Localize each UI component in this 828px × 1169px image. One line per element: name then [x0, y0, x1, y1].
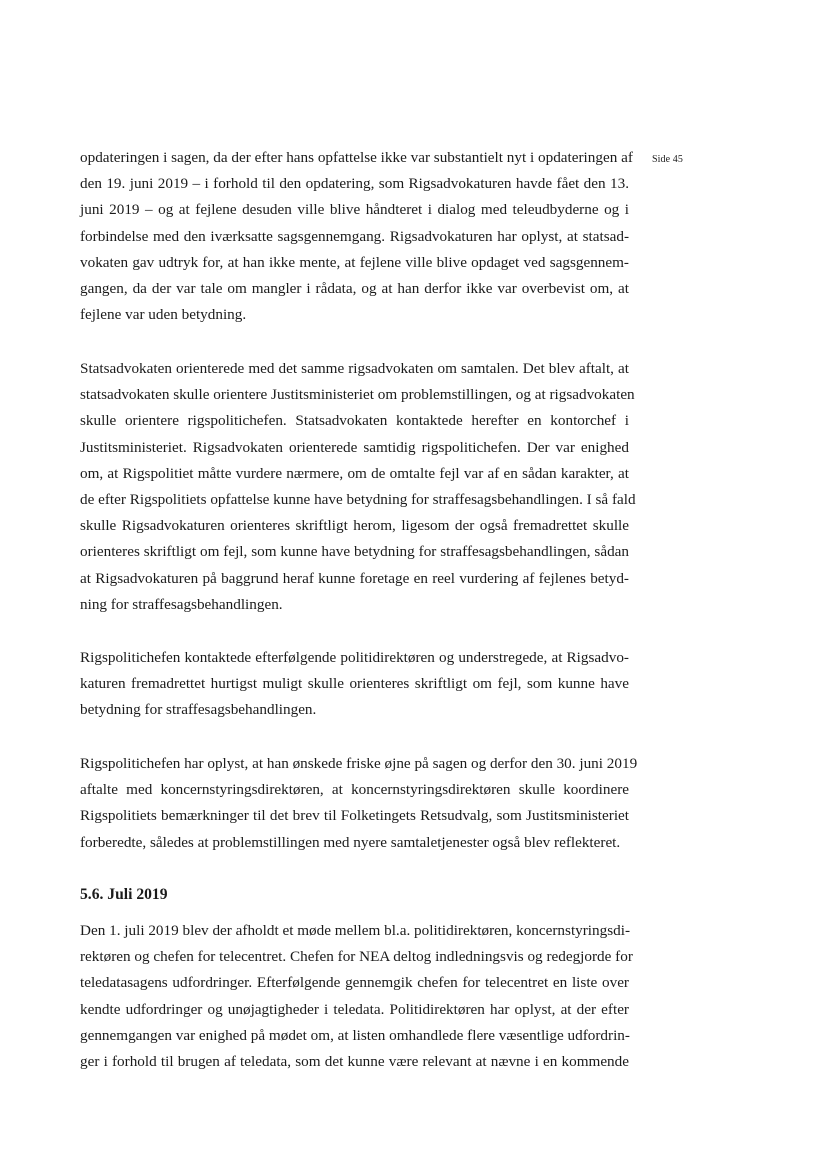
paragraph-line: statsadvokaten skulle orientere Justitsministeriet om problemstillingen, og at rigsadvokaten: [80, 386, 635, 404]
paragraph-line: ning for straffesagsbehandlingen.: [80, 595, 283, 613]
paragraph-line: at Rigsadvokaturen på baggrund heraf kunne foretage en reel vurdering af fejlenes betyd-: [80, 569, 629, 587]
section-heading-block: [80, 882, 629, 908]
section-heading: 5.6. Juli 2019: [80, 886, 168, 903]
page-number: Side 45: [652, 154, 683, 165]
paragraph-line: juni 2019 – og at fejlene desuden ville blive håndteret i dialog med teleudbyderne og i: [80, 201, 629, 219]
paragraph-line: rektøren og chefen for telecentret. Chefen for NEA deltog indledningsvis og redegjorde for: [80, 948, 633, 966]
paragraph-line: Rigspolitiets bemærkninger til det brev til Folketingets Retsudvalg, som Justitsministeriet: [80, 807, 629, 825]
paragraph-line: orienteres skriftligt om fejl, som kunne have betydning for straffesagsbehandlingen, sådan: [80, 543, 629, 561]
paragraph-3: [80, 645, 629, 724]
paragraph-line: de efter Rigspolitiets opfattelse kunne have betydning for straffesagsbehandlingen. I så fald: [80, 490, 636, 508]
paragraph-line: fejlene var uden betydning.: [80, 306, 247, 324]
paragraph-line: Justitsministeriet. Rigsadvokaten orienterede samtidig rigspolitichefen. Der var enighed: [80, 438, 629, 456]
paragraph-line: Statsadvokaten orienterede med det samme rigsadvokaten om samtalen. Det blev aftalt, at: [80, 360, 629, 377]
paragraph-2: [80, 356, 636, 618]
paragraph-line: aftalte med koncernstyringsdirektøren, at koncernstyringsdirektøren skulle koordinere: [80, 781, 629, 799]
paragraph-line: forbindelse med den iværksatte sagsgennemgang. Rigsadvokaturen har oplyst, at statsad-: [80, 227, 629, 245]
paragraph-line: Rigspolitichefen kontaktede efterfølgende politidirektøren og understregede, at Rigsadvo-: [80, 649, 629, 666]
paragraph-line: vokaten gav udtryk for, at han ikke mente, at fejlene ville blive opdaget ved sagsgennem-: [80, 253, 629, 271]
paragraph-line: betydning for straffesagsbehandlingen.: [80, 701, 317, 719]
paragraph-line: Rigspolitichefen har oplyst, at han ønskede friske øjne på sagen og derfor den 30. juni 2019: [80, 755, 638, 772]
section-paragraph-1: [80, 918, 633, 1075]
paragraph-line: skulle orientere rigspolitichefen. Statsadvokaten kontaktede herefter en kontorchef i: [80, 412, 629, 430]
paragraph-1: [80, 145, 633, 328]
paragraph-line: gangen, da der var tale om mangler i rådata, og at han derfor ikke var overbevist om, at: [80, 279, 629, 297]
paragraph-line: skulle Rigsadvokaturen orienteres skriftligt herom, ligesom der også fremadrettet skulle: [80, 517, 629, 535]
paragraph-line: forberedte, således at problemstillingen med nyere samtaletjenester også blev reflekteret.: [80, 833, 621, 851]
paragraph-line: Den 1. juli 2019 blev der afholdt et møde mellem bl.a. politidirektøren, koncernstyringsdi-: [80, 922, 630, 939]
paragraph-line: ger i forhold til brugen af teledata, som det kunne være relevant at nævne i en kommende: [80, 1052, 629, 1070]
paragraph-line: opdateringen i sagen, da der efter hans opfattelse ikke var substantielt nyt i opdateringen af: [80, 149, 633, 166]
paragraph-line: gennemgangen var enighed på mødet om, at listen omhandlede flere væsentlige udfordrin-: [80, 1026, 630, 1044]
paragraph-line: den 19. juni 2019 – i forhold til den opdatering, som Rigsadvokaturen havde fået den 13.: [80, 175, 629, 193]
paragraph-4: [80, 751, 638, 856]
paragraph-line: om, at Rigspolitiet måtte vurdere nærmere, om de omtalte fejl var af en sådan karakter, at: [80, 464, 629, 482]
paragraph-line: teledatasagens udfordringer. Efterfølgende gennemgik chefen for telecentret en liste over: [80, 974, 629, 992]
paragraph-line: kendte udfordringer og unøjagtigheder i teledata. Politidirektøren har oplyst, at der efter: [80, 1000, 629, 1018]
paragraph-line: katuren fremadrettet hurtigst muligt skulle orienteres skriftligt om fejl, som kunne have: [80, 675, 629, 693]
